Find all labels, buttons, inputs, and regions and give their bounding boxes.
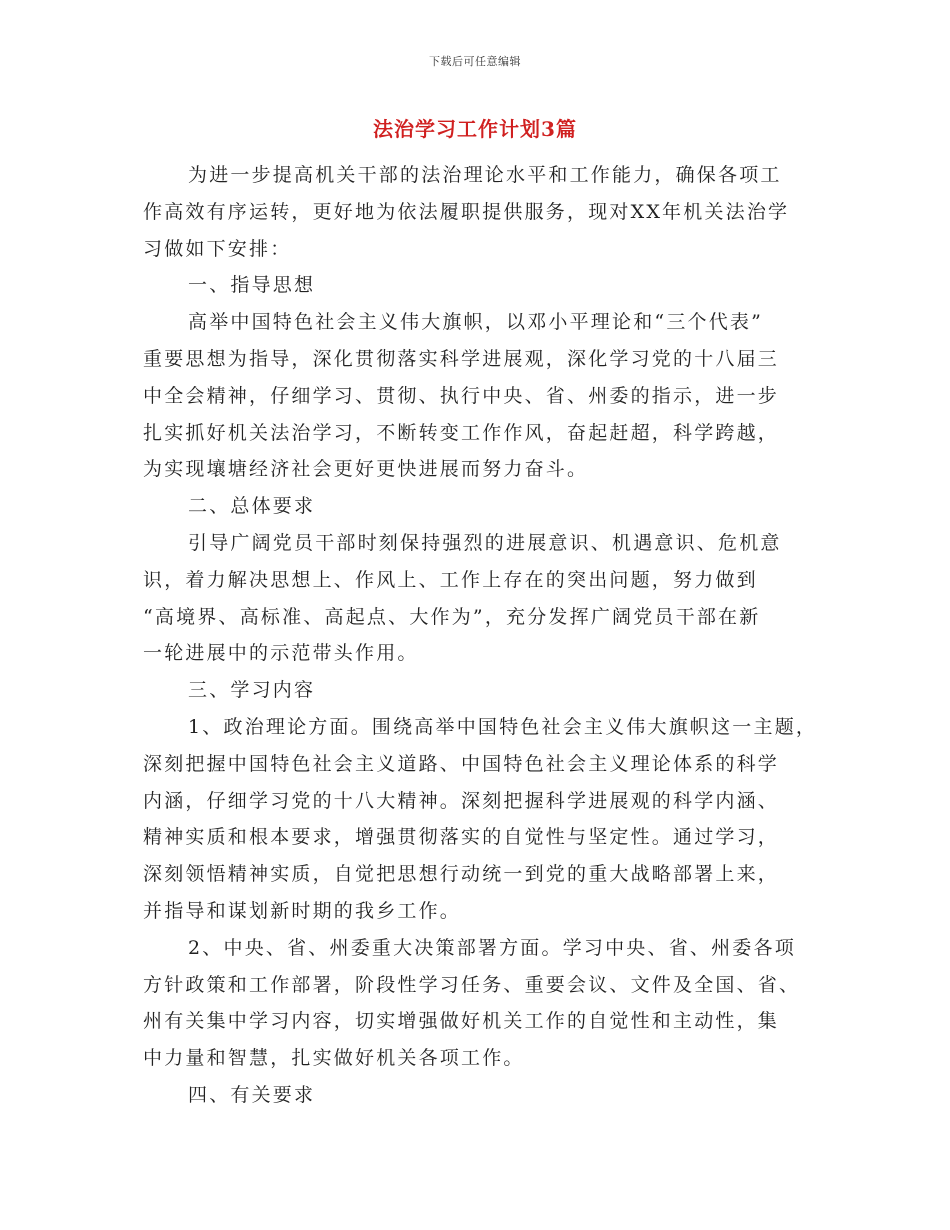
- section-heading: 二、总体要求: [188, 495, 316, 518]
- paragraph-line: 中全会精神，仔细学习、贯彻、执行中央、省、州委的指示，进一步: [143, 384, 780, 407]
- paragraph-line: 引导广阔党员干部时刻保持强烈的进展意识、机遇意识、危机意: [188, 531, 782, 554]
- paragraph-line: 方针政策和工作部署，阶段性学习任务、重要会议、文件及全国、省、: [143, 973, 801, 996]
- paragraph-line: 重要思想为指导，深化贯彻落实科学进展观，深化学习党的十八届三: [143, 347, 780, 370]
- section-heading: 一、指导思想: [188, 274, 316, 297]
- paragraph-line: 高举中国特色社会主义伟大旗帜，以邓小平理论和“三个代表”: [188, 311, 764, 334]
- paragraph-line: 深刻领悟精神实质，自觉把思想行动统一到党的重大战略部署上来，: [143, 863, 780, 886]
- paragraph-line: 扎实抓好机关法治学习，不断转变工作作风，奋起赶超，科学跨越，: [143, 421, 780, 444]
- paragraph-line: 作高效有序运转，更好地为依法履职提供服务，现对XX年机关法治学: [143, 200, 790, 223]
- section-heading: 四、有关要求: [188, 1083, 316, 1106]
- paragraph-line: 2、中央、省、州委重大决策部署方面。学习中央、省、州委各项: [188, 936, 796, 959]
- paragraph-line: 一轮进展中的示范带头作用。: [143, 642, 419, 665]
- document-title: 法治学习工作计划3篇: [373, 117, 577, 141]
- document-body: [143, 157, 823, 1114]
- paragraph-line: 习做如下安排：: [143, 237, 292, 260]
- paragraph-line: 为进一步提高机关干部的法治理论水平和工作能力，确保各项工: [188, 164, 782, 186]
- paragraph-line: 精神实质和根本要求，增强贯彻落实的自觉性与坚定性。通过学习，: [143, 826, 780, 849]
- paragraph-line: “高境界、高标准、高起点、大作为”，充分发挥广阔党员干部在新: [143, 605, 761, 628]
- paragraph-line: 识，着力解决思想上、作风上、工作上存在的突出问题，努力做到: [143, 568, 758, 591]
- paragraph-line: 1、政治理论方面。围绕高举中国特色社会主义伟大旗帜这一主题，: [188, 715, 818, 738]
- paragraph-line: 并指导和谋划新时期的我乡工作。: [143, 899, 462, 922]
- section-heading: 三、学习内容: [188, 679, 316, 702]
- paragraph-line: 为实现壤塘经济社会更好更快进展而努力奋斗。: [143, 458, 589, 481]
- paragraph-line: 深刻把握中国特色社会主义道路、中国特色社会主义理论体系的科学: [143, 752, 780, 775]
- paragraph-line: 中力量和智慧，扎实做好机关各项工作。: [143, 1047, 525, 1070]
- paragraph-line: 州有关集中学习内容，切实增强做好机关工作的自觉性和主动性，集: [143, 1010, 780, 1033]
- header-note: 下载后可任意编辑: [429, 55, 521, 68]
- paragraph-line: 内涵，仔细学习党的十八大精神。深刻把握科学进展观的科学内涵、: [143, 789, 780, 812]
